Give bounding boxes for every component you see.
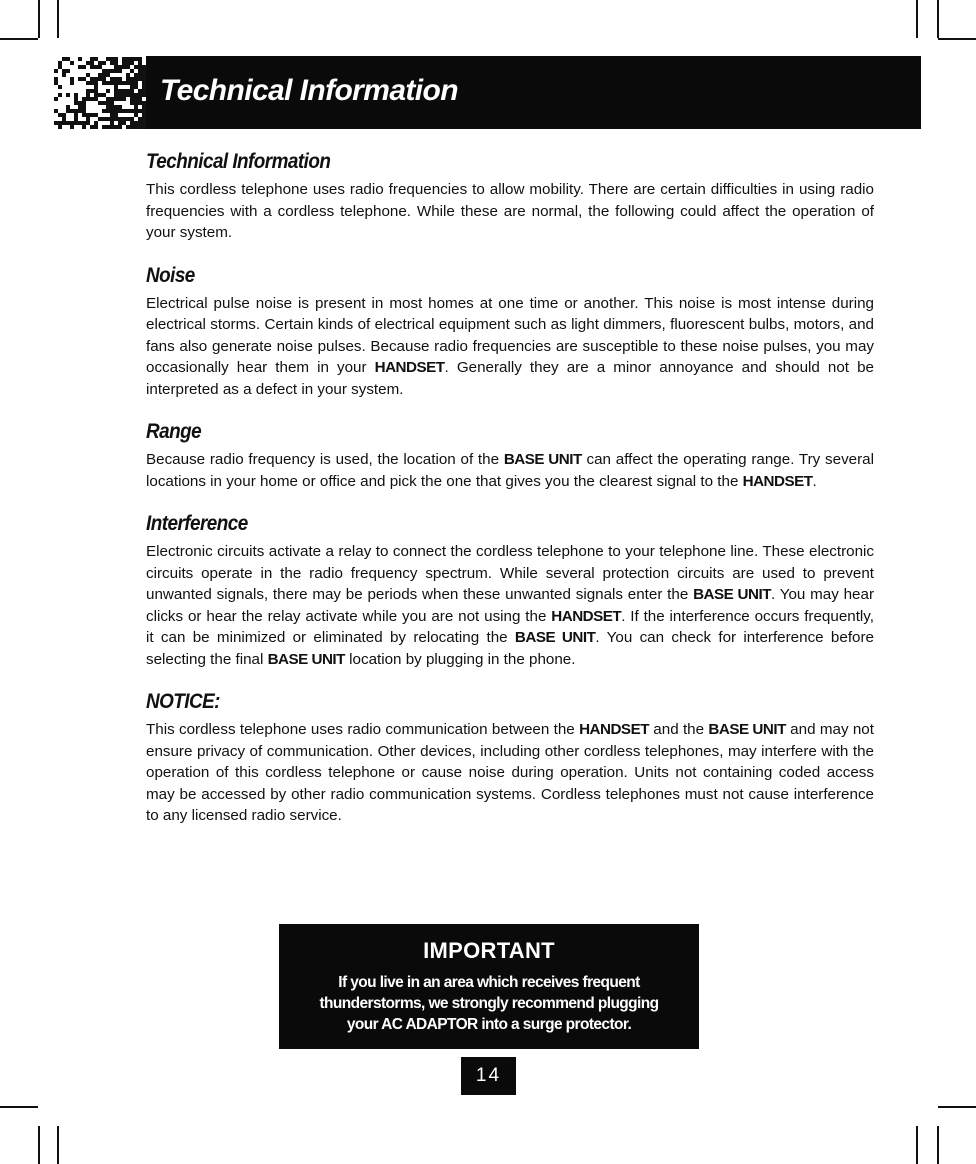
pattern-cell <box>138 69 142 73</box>
pattern-cell <box>130 81 134 85</box>
pattern-cell <box>94 93 98 97</box>
pattern-cell <box>130 89 134 93</box>
pattern-cell <box>66 109 70 113</box>
pattern-cell <box>130 61 134 65</box>
pattern-cell <box>134 101 138 105</box>
crop-mark <box>938 38 976 40</box>
pattern-cell <box>130 97 134 101</box>
pattern-cell <box>130 57 134 61</box>
important-line: your AC ADAPTOR into a surge protector. <box>346 1016 632 1033</box>
pattern-cell <box>126 89 130 93</box>
pattern-cell <box>126 117 130 121</box>
pattern-cell <box>102 69 106 73</box>
body-text: . <box>812 472 817 490</box>
pattern-cell <box>118 109 122 113</box>
pattern-cell <box>54 69 58 73</box>
pattern-cell <box>138 89 142 93</box>
pattern-cell <box>82 77 86 81</box>
pattern-cell <box>118 77 122 81</box>
pattern-cell <box>114 77 118 81</box>
pattern-cell <box>102 77 106 81</box>
body-text: . If the interference occurs frequently, it can be minimized or eliminated by relocating the <box>146 607 874 646</box>
pattern-cell <box>82 105 86 109</box>
pattern-cell <box>138 121 142 125</box>
pattern-cell <box>130 69 134 73</box>
section-heading: Noise <box>146 263 195 287</box>
pattern-cell <box>118 81 122 85</box>
pattern-cell <box>134 81 138 85</box>
pattern-cell <box>134 73 138 77</box>
body-text: and may not ensure privacy of communication. Other devices, including other cordless telephones, may interfere with the operation of this cordless telephone or cause noise during operation. Units not containing coded access may be accessed by other radio communication systems. Cordless telephones must not cause interference to any licensed radio service. <box>146 721 874 824</box>
pattern-cell <box>82 65 86 69</box>
pattern-cell <box>130 125 134 129</box>
pattern-cell <box>78 57 82 61</box>
body-text: Because radio frequency is used, the location of the <box>146 451 504 468</box>
body-text: Electrical pulse noise is present in most homes at one time or another. This noise is most intense during electrical storms. Certain kinds of electrical equipment such as light dimmers, fluorescent bulbs, motors, and fans also generate noise pulses. Because radio frequencies are susceptible to these noise pulses, you may occasionally hear them in your <box>146 294 874 376</box>
pattern-cell <box>94 97 98 101</box>
pattern-cell <box>114 69 118 73</box>
bold-term: BASE UNIT <box>514 629 596 646</box>
pattern-cell <box>102 61 106 65</box>
pattern-cell <box>118 97 122 101</box>
pattern-cell <box>62 69 66 73</box>
body-text: can affect the operating range. Try several locations in your home or office and pick the one that gives you the clearest signal to the <box>146 451 875 490</box>
pattern-cell <box>102 93 106 97</box>
pattern-cell <box>98 65 102 69</box>
pattern-cell <box>118 65 122 69</box>
section-body <box>146 449 874 492</box>
pattern-cell <box>74 97 78 101</box>
pattern-cell <box>134 125 138 129</box>
bold-term: BASE UNIT <box>503 451 582 468</box>
pattern-cell <box>106 105 110 109</box>
pattern-cell <box>90 81 94 85</box>
pattern-cell <box>90 89 94 93</box>
section-body <box>146 541 874 670</box>
crop-mark <box>38 0 40 38</box>
pattern-cell <box>86 121 90 125</box>
pattern-cell <box>118 89 122 93</box>
pattern-cell <box>58 125 62 129</box>
pattern-cell <box>70 81 74 85</box>
crop-mark <box>0 1106 38 1108</box>
header-bar <box>146 56 921 129</box>
bold-term: HANDSET <box>742 472 813 490</box>
pattern-cell <box>122 121 126 125</box>
section-heading: Interference <box>146 512 248 535</box>
pattern-cell <box>130 101 134 105</box>
section-interference <box>146 510 874 670</box>
body-text: This cordless telephone uses radio communication between the <box>146 721 580 738</box>
pattern-cell <box>114 89 118 93</box>
pattern-cell <box>110 69 114 73</box>
body-text: This cordless telephone uses radio frequencies to allow mobility. There are certain difficulties in using radio frequencies with a cordless telephone. While these are normal, the following could affect the operation of your system. <box>146 181 874 241</box>
pattern-cell <box>138 93 142 97</box>
pattern-cell <box>110 105 114 109</box>
pattern-cell <box>106 109 110 113</box>
page-number: 14 <box>461 1057 516 1095</box>
pattern-cell <box>90 97 94 101</box>
bold-term: HANDSET <box>551 607 622 625</box>
pattern-cell <box>138 109 142 113</box>
pattern-cell <box>122 61 126 65</box>
pattern-cell <box>114 65 118 69</box>
pattern-cell <box>98 93 102 97</box>
pattern-cell <box>106 57 110 61</box>
pattern-cell <box>130 117 134 121</box>
pattern-cell <box>122 93 126 97</box>
pattern-cell <box>138 97 142 101</box>
pattern-cell <box>82 125 86 129</box>
pattern-cell <box>78 101 82 105</box>
section-technical-information <box>146 148 874 244</box>
pattern-cell <box>86 73 90 77</box>
pattern-cell <box>110 97 114 101</box>
pattern-cell <box>86 113 90 117</box>
pattern-cell <box>106 117 110 121</box>
pattern-cell <box>122 81 126 85</box>
pattern-cell <box>86 97 90 101</box>
pattern-cell <box>134 97 138 101</box>
pattern-cell <box>122 65 126 69</box>
pattern-cell <box>102 73 106 77</box>
crop-mark <box>916 1126 918 1164</box>
content <box>146 148 874 845</box>
pattern-cell <box>54 77 58 81</box>
pattern-cell <box>70 77 74 81</box>
pattern-cell <box>66 69 70 73</box>
pattern-cell <box>134 85 138 89</box>
pattern-cell <box>86 81 90 85</box>
crop-mark <box>57 1126 59 1164</box>
pattern-cell <box>138 77 142 81</box>
pattern-cell <box>82 101 86 105</box>
pattern-cell <box>106 125 110 129</box>
pattern-cell <box>94 113 98 117</box>
bold-term: BASE UNIT <box>693 586 771 603</box>
pattern-cell <box>94 57 98 61</box>
pattern-cell <box>126 93 130 97</box>
pattern-cell <box>62 117 66 121</box>
pattern-cell <box>134 57 138 61</box>
pattern-cell <box>94 65 98 69</box>
pattern-cell <box>86 93 90 97</box>
pattern-cell <box>138 101 142 105</box>
body-text: . You can check for interference before selecting the final <box>146 629 874 668</box>
pattern-cell <box>110 125 114 129</box>
pattern-cell <box>78 77 82 81</box>
pattern-cell <box>102 101 106 105</box>
pattern-cell <box>122 117 126 121</box>
pattern-cell <box>118 117 122 121</box>
pattern-cell <box>126 125 130 129</box>
section-heading: Technical Information <box>146 150 331 173</box>
pattern-cell <box>102 81 106 85</box>
pattern-cell <box>134 105 138 109</box>
pattern-cell <box>98 61 102 65</box>
pattern-cell <box>62 73 66 77</box>
pattern-cell <box>98 73 102 77</box>
pattern-cell <box>114 113 118 117</box>
bold-term: BASE UNIT <box>708 721 786 738</box>
pattern-cell <box>54 121 58 125</box>
pattern-cell <box>134 93 138 97</box>
section-noise <box>146 262 874 401</box>
pattern-cell <box>82 113 86 117</box>
bold-term: HANDSET <box>579 721 649 738</box>
pattern-cell <box>90 125 94 129</box>
pattern-cell <box>58 121 62 125</box>
pattern-cell <box>66 121 70 125</box>
pattern-cell <box>102 117 106 121</box>
pattern-cell <box>110 121 114 125</box>
pattern-cell <box>78 65 82 69</box>
header-pattern <box>54 57 146 129</box>
pattern-cell <box>126 57 130 61</box>
pattern-cell <box>138 73 142 77</box>
pattern-cell <box>110 61 114 65</box>
important-line: thunderstorms, we strongly recommend plugging <box>319 995 659 1012</box>
body-text: location by plugging in the phone. <box>344 650 576 668</box>
pattern-cell <box>110 101 114 105</box>
pattern-cell <box>138 65 142 69</box>
pattern-cell <box>130 77 134 81</box>
pattern-cell <box>114 105 118 109</box>
pattern-cell <box>98 117 102 121</box>
pattern-cell <box>70 125 74 129</box>
pattern-cell <box>134 77 138 81</box>
pattern-cell <box>74 93 78 97</box>
pattern-cell <box>126 77 130 81</box>
pattern-cell <box>122 89 126 93</box>
pattern-cell <box>74 101 78 105</box>
section-range <box>146 418 874 492</box>
pattern-cell <box>78 105 82 109</box>
pattern-cell <box>74 121 78 125</box>
pattern-cell <box>58 61 62 65</box>
pattern-cell <box>114 125 118 129</box>
pattern-cell <box>118 93 122 97</box>
pattern-cell <box>82 109 86 113</box>
pattern-cell <box>106 73 110 77</box>
pattern-cell <box>74 113 78 117</box>
pattern-cell <box>94 89 98 93</box>
body-text: and the <box>648 721 709 738</box>
pattern-cell <box>126 65 130 69</box>
pattern-cell <box>62 121 66 125</box>
pattern-cell <box>58 93 62 97</box>
crop-mark <box>38 1126 40 1164</box>
pattern-cell <box>90 57 94 61</box>
pattern-cell <box>82 97 86 101</box>
pattern-cell <box>114 61 118 65</box>
section-body <box>146 293 874 401</box>
pattern-cell <box>126 109 130 113</box>
pattern-cell <box>130 121 134 125</box>
pattern-cell <box>122 109 126 113</box>
pattern-cell <box>94 85 98 89</box>
pattern-cell <box>54 109 58 113</box>
pattern-cell <box>54 81 58 85</box>
pattern-cell <box>94 81 98 85</box>
pattern-cell <box>110 109 114 113</box>
pattern-cell <box>114 109 118 113</box>
pattern-cell <box>130 93 134 97</box>
important-title: IMPORTANT <box>423 938 555 963</box>
pattern-cell <box>70 109 74 113</box>
pattern-cell <box>138 57 142 61</box>
crop-mark <box>937 0 939 38</box>
pattern-cell <box>114 93 118 97</box>
pattern-cell <box>58 113 62 117</box>
pattern-cell <box>98 101 102 105</box>
pattern-cell <box>134 109 138 113</box>
pattern-cell <box>110 113 114 117</box>
crop-mark <box>0 38 38 40</box>
pattern-cell <box>114 97 118 101</box>
pattern-cell <box>94 121 98 125</box>
pattern-cell <box>114 81 118 85</box>
pattern-cell <box>118 105 122 109</box>
pattern-cell <box>78 121 82 125</box>
pattern-cell <box>122 57 126 61</box>
pattern-cell <box>126 81 130 85</box>
pattern-cell <box>70 61 74 65</box>
pattern-cell <box>138 117 142 121</box>
bold-term: BASE UNIT <box>267 650 345 668</box>
body-text: . You may hear clicks or hear the relay activate while you are not using the <box>146 586 875 625</box>
section-heading: Range <box>146 420 202 443</box>
pattern-cell <box>134 113 138 117</box>
pattern-cell <box>90 61 94 65</box>
pattern-cell <box>134 65 138 69</box>
pattern-cell <box>58 85 62 89</box>
important-line: If you live in an area which receives frequent <box>338 974 640 991</box>
pattern-cell <box>114 57 118 61</box>
pattern-cell <box>126 73 130 77</box>
pattern-cell <box>130 109 134 113</box>
section-heading: NOTICE: <box>146 690 220 713</box>
pattern-cell <box>126 61 130 65</box>
pattern-cell <box>98 77 102 81</box>
pattern-cell <box>114 85 118 89</box>
pattern-cell <box>94 77 98 81</box>
pattern-cell <box>110 81 114 85</box>
pattern-cell <box>74 109 78 113</box>
pattern-cell <box>62 113 66 117</box>
pattern-cell <box>94 125 98 129</box>
pattern-cell <box>114 117 118 121</box>
pattern-cell <box>74 117 78 121</box>
pattern-cell <box>90 65 94 69</box>
pattern-cell <box>102 109 106 113</box>
pattern-cell <box>130 85 134 89</box>
pattern-cell <box>86 117 90 121</box>
pattern-cell <box>106 89 110 93</box>
pattern-cell <box>106 97 110 101</box>
pattern-cell <box>82 121 86 125</box>
pattern-cell <box>102 125 106 129</box>
crop-mark <box>937 1126 939 1164</box>
pattern-cell <box>106 81 110 85</box>
pattern-cell <box>106 69 110 73</box>
pattern-cell <box>110 77 114 81</box>
pattern-cell <box>118 69 122 73</box>
body-text: . Generally they are a minor annoyance and should not be interpreted as a defect in your system. <box>146 359 874 398</box>
pattern-cell <box>138 125 142 129</box>
pattern-cell <box>134 121 138 125</box>
pattern-cell <box>118 125 122 129</box>
section-body <box>146 719 874 827</box>
body-text: Electronic circuits activate a relay to connect the cordless telephone to your telephone line. These electronic circuits operate in the radio frequency spectrum. While several protection circuits are used to prevent unwanted signals, there may be periods when these unwanted signals enter the <box>146 543 874 603</box>
pattern-cell <box>122 97 126 101</box>
pattern-cell <box>138 61 142 65</box>
pattern-cell <box>66 105 70 109</box>
pattern-cell <box>54 97 58 101</box>
section-body <box>146 179 874 244</box>
pattern-cell <box>66 57 70 61</box>
pattern-cell <box>86 89 90 93</box>
pattern-cell <box>118 121 122 125</box>
crop-mark <box>57 0 59 38</box>
crop-mark <box>938 1106 976 1108</box>
important-notice-box <box>279 924 699 1049</box>
bold-term: HANDSET <box>374 359 445 376</box>
pattern-cell <box>58 65 62 69</box>
pattern-cell <box>62 57 66 61</box>
pattern-cell <box>110 117 114 121</box>
section-notice <box>146 688 874 827</box>
pattern-cell <box>86 61 90 65</box>
pattern-cell <box>70 121 74 125</box>
pattern-cell <box>110 57 114 61</box>
crop-mark <box>916 0 918 38</box>
pattern-cell <box>106 101 110 105</box>
pattern-cell <box>78 109 82 113</box>
pattern-cell <box>90 77 94 81</box>
page-title: Technical Information <box>160 74 458 107</box>
pattern-cell <box>90 113 94 117</box>
pattern-cell <box>66 93 70 97</box>
